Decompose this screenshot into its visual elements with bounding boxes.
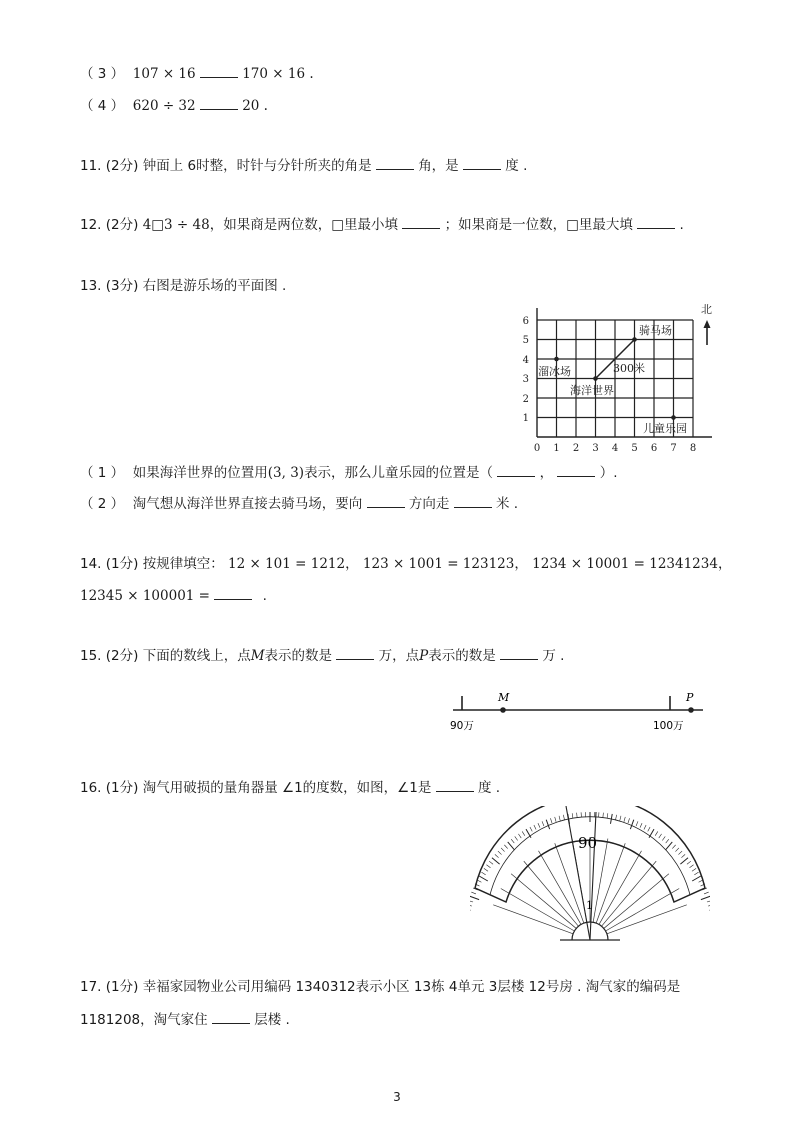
y-tick-label: 2 xyxy=(522,394,529,405)
protractor-ray xyxy=(606,889,680,932)
protractor-tick xyxy=(470,905,472,906)
distance-label: 300米 xyxy=(613,362,645,375)
question-12: 12. (2分) 4□3 ÷ 48，如果商是两位数，□里最小填 ；如果商是一位数，□里最大填 . xyxy=(80,217,684,233)
question-score: (1分) xyxy=(105,556,139,572)
comparison-4: （ 4 ） 620 ÷ 32 20 . xyxy=(80,98,268,114)
x-tick-label: 2 xyxy=(572,443,580,454)
protractor-tick xyxy=(708,905,710,906)
point-p xyxy=(688,707,694,713)
point-skating xyxy=(554,357,559,362)
question-score: (2分) xyxy=(105,648,139,664)
page-number: 3 xyxy=(393,1090,401,1104)
expr-left: 620 ÷ 32 xyxy=(132,98,196,114)
protractor-ray xyxy=(539,851,582,925)
protractor-ray xyxy=(501,889,575,932)
question-15: 15. (2分) 下面的数线上，点M表示的数是 万，点P表示的数是 万 . xyxy=(80,648,565,664)
label-children-park: 儿童乐园 xyxy=(643,422,687,435)
answer-blank[interactable] xyxy=(200,65,238,78)
answer-blank[interactable] xyxy=(463,157,501,170)
question-score: (1分) xyxy=(105,979,139,995)
protractor-tick xyxy=(471,892,476,894)
question-number: 12. xyxy=(80,217,102,233)
protractor-ray xyxy=(596,843,625,923)
question-16: 16. (1分) 淘气用破损的量角器量 ∠1的度数，如图，∠1是 度 . xyxy=(80,780,501,796)
protractor-tick xyxy=(704,892,709,894)
answer-blank[interactable] xyxy=(200,97,238,110)
question-17: 17. (1分) 幸福家园物业公司用编码 1340312表示小区 13栋 4单元 3层楼 12号房 . 淘气家的编码是 xyxy=(80,979,681,995)
x-tick-label: 8 xyxy=(689,443,697,454)
protractor-tick xyxy=(470,900,473,902)
protractor-ray xyxy=(599,851,642,925)
grid-lines xyxy=(537,320,693,437)
expr-right: 170 × 16 . xyxy=(242,66,314,82)
answer-blank[interactable] xyxy=(212,1011,250,1024)
question-score: (1分) xyxy=(105,780,139,796)
answer-blank[interactable] xyxy=(214,587,252,600)
y-tick-labels xyxy=(523,316,529,424)
answer-blank[interactable] xyxy=(454,495,492,508)
angle-1-label: 1 xyxy=(586,899,593,912)
number-line xyxy=(445,688,715,738)
division-expression: 4□3 ÷ 48 xyxy=(142,217,210,233)
north-arrow-icon xyxy=(704,320,711,345)
point-p-label: P xyxy=(686,691,694,704)
protractor-ray xyxy=(607,905,687,934)
answer-blank[interactable] xyxy=(402,216,440,229)
x-tick-label: 0 xyxy=(533,443,541,454)
answer-blank[interactable] xyxy=(500,647,538,660)
answer-blank[interactable] xyxy=(367,495,405,508)
x-tick-label: 5 xyxy=(631,443,638,454)
protractor-ray xyxy=(604,874,669,929)
question-number: 17. xyxy=(80,979,102,995)
answer-blank[interactable] xyxy=(336,647,374,660)
north-label: 北 xyxy=(701,303,712,316)
question-score: (2分) xyxy=(105,217,139,233)
expr-right: 20 . xyxy=(242,98,268,114)
question-17-continued: 1181208，淘气家住 层楼 . xyxy=(80,1012,290,1028)
answer-blank[interactable] xyxy=(436,779,474,792)
x-tick-labels xyxy=(534,443,696,454)
question-number: 13. xyxy=(80,278,102,294)
broken-protractor xyxy=(470,806,710,946)
question-14-continued: 12345 × 100001 = . xyxy=(80,588,267,604)
question-number: 11. xyxy=(80,158,102,174)
label-horse-riding: 骑马场 xyxy=(639,324,672,337)
protractor-ray xyxy=(493,905,573,934)
question-13-part-2: （ 2 ） 淘气想从海洋世界直接去骑马场，要向 方向走 米 . xyxy=(80,496,519,512)
protractor-tick xyxy=(470,909,471,910)
answer-blank[interactable] xyxy=(557,464,595,477)
expr-left: 107 × 16 xyxy=(132,66,196,82)
protractor-tick xyxy=(707,900,710,902)
question-number: 16. xyxy=(80,780,102,796)
protractor-tick xyxy=(470,896,479,899)
label-90-wan: 90万 xyxy=(450,720,474,732)
answer-blank[interactable] xyxy=(376,157,414,170)
point-m xyxy=(500,707,506,713)
question-number: 15. xyxy=(80,648,102,664)
point-ocean-world xyxy=(593,376,598,381)
protractor-tick xyxy=(701,896,710,899)
answer-blank[interactable] xyxy=(497,464,535,477)
point-m-label: M xyxy=(498,691,510,704)
y-tick-label: 4 xyxy=(522,355,529,366)
question-number: 14. xyxy=(80,556,102,572)
protractor-ray xyxy=(602,861,657,926)
question-score: (3分) xyxy=(105,278,139,294)
x-tick-label: 7 xyxy=(670,443,677,454)
question-score: (2分) xyxy=(105,158,139,174)
y-tick-label: 3 xyxy=(522,374,529,385)
point-children-park xyxy=(671,415,676,420)
question-13: 13. (3分) 右图是游乐场的平面图 . xyxy=(80,278,287,294)
protractor-ray xyxy=(524,861,579,926)
y-tick-label: 1 xyxy=(522,413,529,424)
x-tick-label: 4 xyxy=(611,443,619,454)
x-tick-label: 6 xyxy=(650,443,658,454)
comparison-3: （ 3 ） 107 × 16 170 × 16 . xyxy=(80,66,314,82)
y-tick-label: 6 xyxy=(522,316,529,327)
x-tick-label: 1 xyxy=(553,443,560,454)
question-13-part-1: （ 1 ） 如果海洋世界的位置用(3, 3)表示，那么儿童乐园的位置是（ ， ）. xyxy=(80,465,618,481)
protractor-ray xyxy=(511,874,576,929)
label-100-wan: 100万 xyxy=(653,720,684,732)
label-skating: 溜冰场 xyxy=(538,365,571,378)
amusement-park-grid-map xyxy=(500,298,730,458)
answer-blank[interactable] xyxy=(637,216,675,229)
question-14: 14. (1分) 按规律填空： 12 × 101 = 1212， 123 × 1001 = 123123， 1234 × 10001 = 12341234， xyxy=(80,556,732,572)
protractor-90-label: 90 xyxy=(578,834,598,852)
y-tick-label: 5 xyxy=(522,335,529,346)
protractor-tick xyxy=(709,909,710,910)
question-11: 11. (2分) 钟面上 6时整，时针与分针所夹的角是 角，是 度 . xyxy=(80,158,528,174)
x-tick-label: 3 xyxy=(592,443,599,454)
label-ocean-world: 海洋世界 xyxy=(570,384,614,397)
point-horse-riding xyxy=(632,337,637,342)
